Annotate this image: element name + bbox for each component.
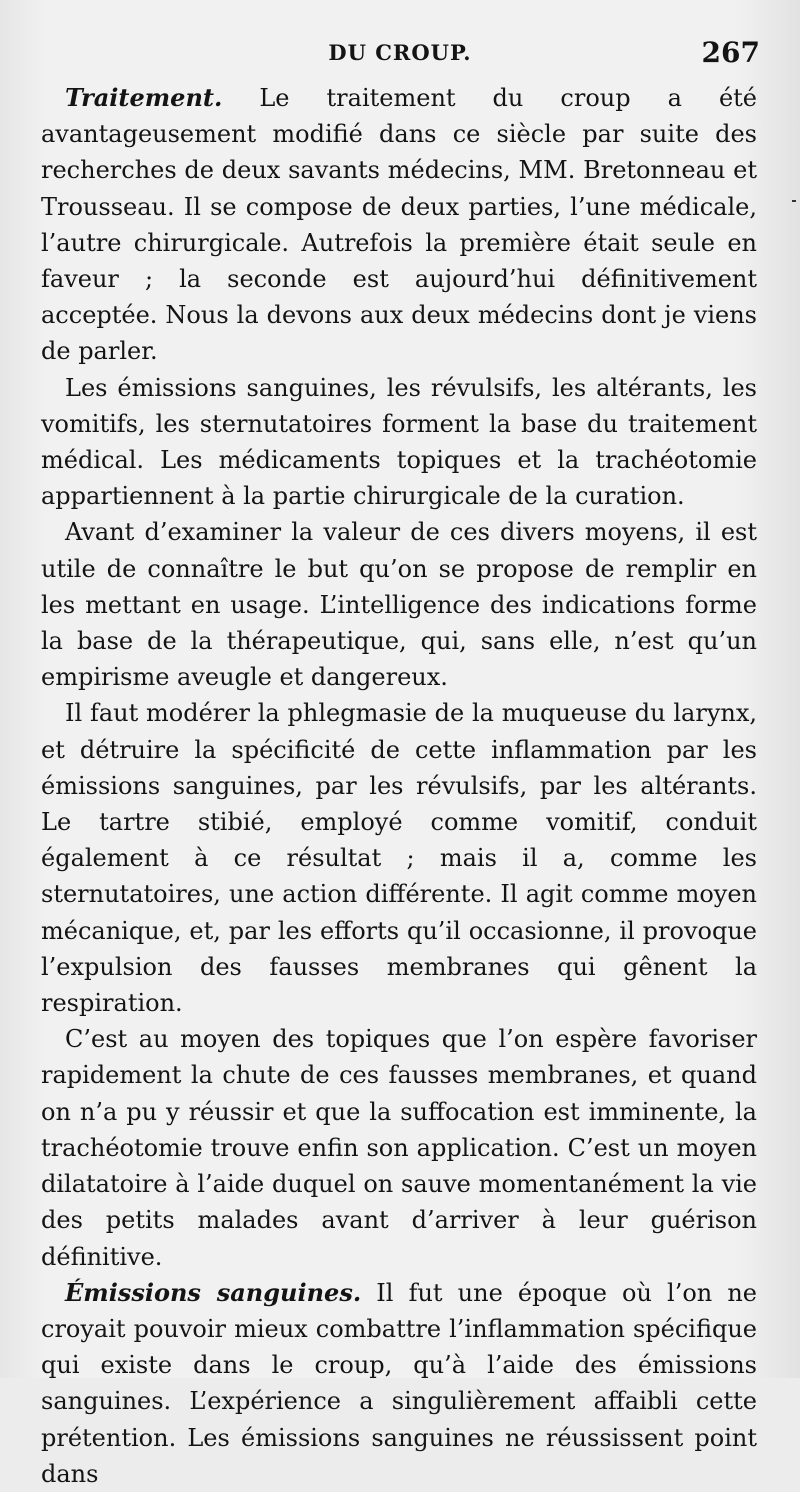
paragraph	[41, 1021, 757, 1274]
section-lead-traitement: Traitement.	[65, 83, 223, 112]
margin-mark	[792, 200, 796, 202]
paragraph-text: Les émissions sanguines, les révulsifs, les altérants, les vomitifs, les sternutatoires forment la base du traitement médical. Les médicaments topiques et la trachéotomie appartiennent à la partie chirurgicale de la curation.	[41, 373, 757, 511]
body-text	[41, 80, 757, 1492]
paragraph-text: Le traitement du croup a été avantageusement modifié dans ce siècle par suite des recherches de deux savants médecins, MM. Bretonneau et Trousseau. Il se compose de deux parties, l’une médicale, l’autre chirurgicale. Autrefois la première était seule en faveur ; la seconde est aujourd’hui définitivement acceptée. Nous la devons aux deux médecins dont je viens de parler.	[41, 84, 757, 366]
running-head: DU CROUP.	[328, 40, 472, 65]
page-number: 267	[701, 36, 760, 69]
section-lead-emissions: Émissions sanguines.	[65, 1277, 362, 1307]
paragraph	[41, 514, 757, 695]
paragraph-text: Il faut modérer la phlegmasie de la muqueuse du larynx, et détruire la spécificité de cette inflammation par les émissions sanguines, par les révulsifs, par les altérants. Le tartre stibié, employé comme vomitif, conduit également à ce résultat ; mais il a, comme les sternutatoires, une action différente. Il agit comme moyen mécanique, et, par les efforts qu’il occasionne, il provoque l’expulsion des fausses membranes qui gênent la respiration.	[41, 699, 757, 1018]
page-header	[40, 36, 760, 76]
paragraph-text: Il fut une époque où l’on ne croyait pouvoir mieux combattre l’inflammation spécifique qui existe dans le croup, qu’à l’aide des émissions sanguines. L’expérience a singulièrement affaibli cette prétention. Les émissions sanguines ne réussissent point dans	[41, 1278, 758, 1488]
paragraph	[41, 695, 757, 1021]
paragraph	[41, 370, 757, 515]
paragraph-emissions-sanguines	[41, 1275, 757, 1492]
paragraph-text: Avant d’examiner la valeur de ces divers moyens, il est utile de connaître le but qu’on se propose de remplir en les mettant en usage. L’intelligence des indications forme la base de la thérapeutique, qui, sans elle, n’est qu’un empirisme aveugle et dangereux.	[41, 518, 757, 692]
paragraph-text: C’est au moyen des topiques que l’on espère favoriser rapidement la chute de ces fausses membranes, et quand on n’a pu y réussir et que la suffocation est imminente, la trachéotomie trouve enfin son application. C’est un moyen dilatatoire à l’aide duquel on sauve momentanément la vie des petits malades avant d’arriver à leur guérison définitive.	[41, 1025, 757, 1271]
paragraph-traitement	[41, 80, 757, 370]
